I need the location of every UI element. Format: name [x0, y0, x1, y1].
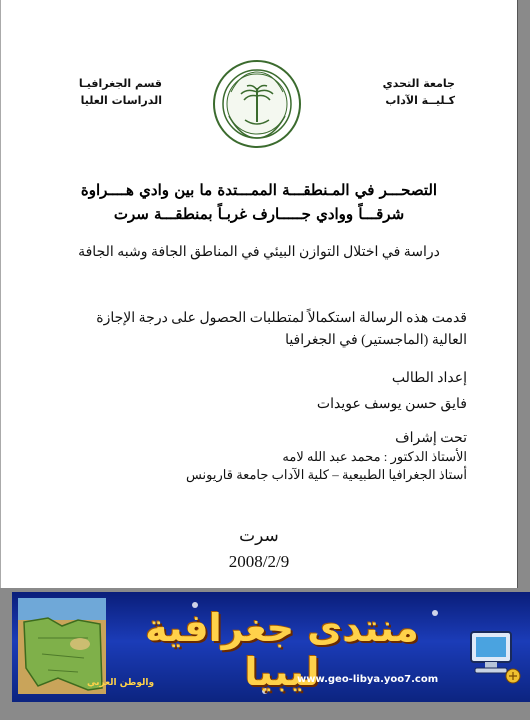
department-header: [79, 75, 162, 109]
place-name: سرت: [239, 526, 279, 545]
forum-banner[interactable]: [12, 592, 530, 702]
sparkle-icon: [432, 610, 438, 616]
forum-url[interactable]: www.geo-libya.yoo7.com: [297, 674, 439, 685]
graduate-studies: الدراسات العليا: [80, 94, 162, 107]
submission-date: 2008/2/9: [228, 552, 290, 571]
department-name: قسم الجغرافيـا: [78, 77, 162, 90]
faculty-name: كـليــة الآداب: [385, 94, 455, 107]
forum-tagline: والوطن العربي: [87, 678, 155, 688]
student-label: إعداد الطالب: [391, 371, 467, 386]
university-seal-icon: [211, 58, 303, 150]
thesis-subtitle: دراسة في اختلال التوازن البيئي في المناطق الجافة وشبه الجافة: [78, 245, 440, 260]
supervisor-name: الأستاذ الدكتور : محمد عبد الله لامه: [282, 449, 467, 464]
thesis-title-line2: شرقـــاً ووادي جـــــارف غربـاً بمنطقـــة سرت: [113, 205, 405, 223]
statement-line2: العالية (الماجستير) في الجغرافيا: [285, 333, 467, 348]
computer-network-icon: [467, 628, 523, 688]
supervisor-label: تحت إشراف: [395, 431, 467, 446]
university-name: جامعة التحدي: [382, 77, 455, 90]
university-header: [383, 75, 455, 109]
thesis-title-line1: التصحـــر في المـنطقـــة الممـــتدة ما بين وادي هــــراوة: [80, 181, 438, 199]
forum-title: منتدى جغرافية ليبيا: [145, 606, 419, 694]
student-name: فايق حسن يوسف عويدات: [316, 397, 467, 412]
supervisor-title: أستاذ الجغرافيا الطبيعية – كلية الآداب جامعة قاريونس: [185, 467, 467, 482]
statement-line1: قدمت هذه الرسالة استكمالاً لمتطلبات الحصول على درجة الإجازة: [96, 311, 467, 326]
